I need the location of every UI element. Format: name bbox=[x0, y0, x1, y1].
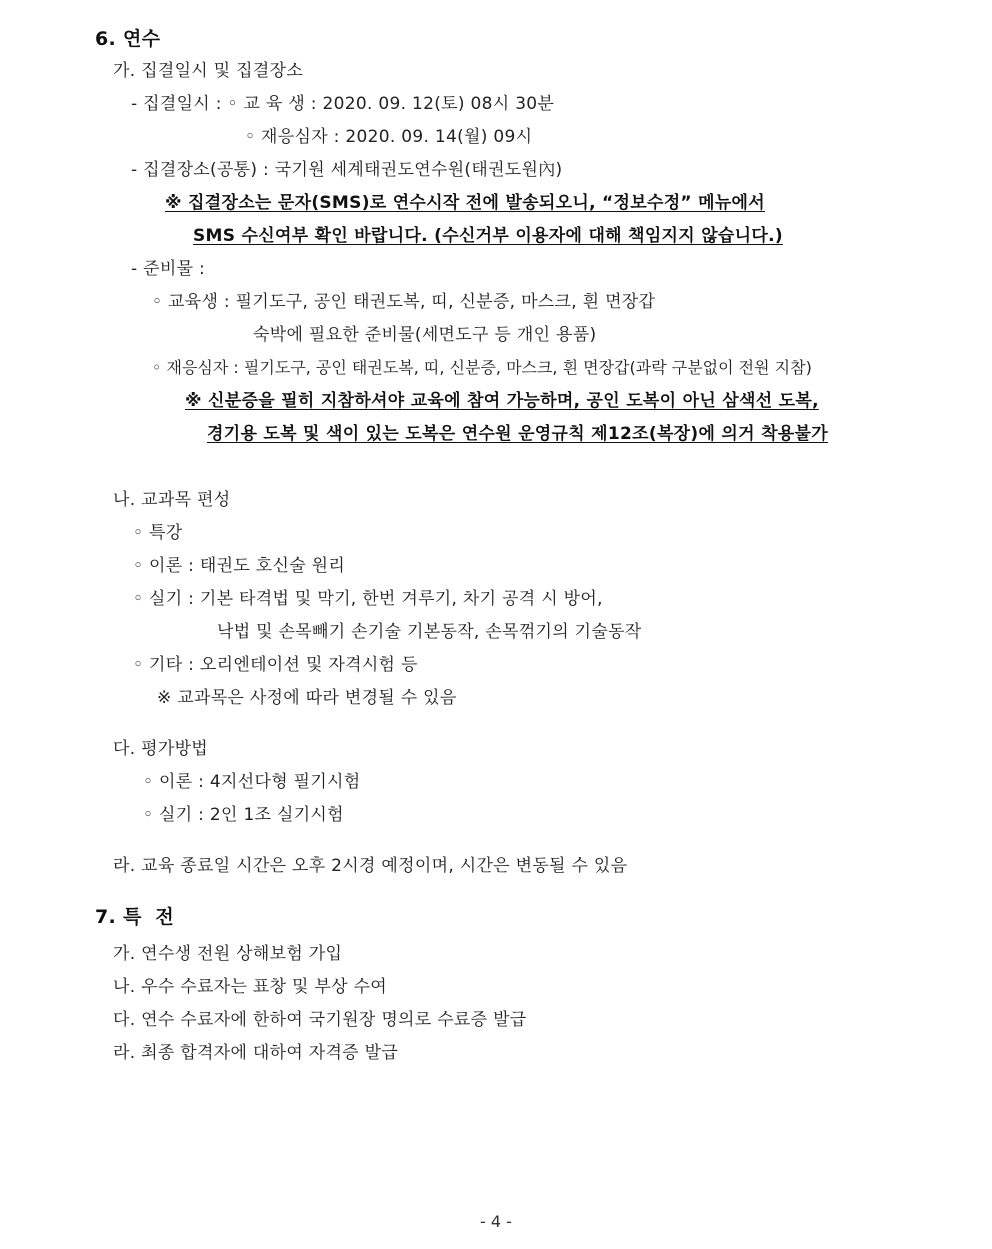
page-number: - 4 - bbox=[480, 1212, 512, 1231]
benefit-insurance: 가. 연수생 전원 상해보험 가입 bbox=[113, 944, 343, 964]
item-ga-heading: 가. 집결일시 및 집결장소 bbox=[113, 61, 304, 81]
sms-notice-line1: ※ 집결장소는 문자(SMS)로 연수시작 전에 발송되오니, “정보수정” 메뉴에서 bbox=[165, 193, 765, 213]
gathering-time-trainee: - 집결일시 : ◦ 교 육 생 : 2020. 09. 12(토) 08시 30분 bbox=[131, 94, 555, 114]
sms-notice-line2: SMS 수신여부 확인 바랍니다. (수신거부 이용자에 대해 책임지지 않습니다.) bbox=[193, 226, 783, 246]
preparation-trainee-line1: ◦ 교육생 : 필기도구, 공인 태권도복, 띠, 신분증, 마스크, 흰 면장갑 bbox=[152, 292, 656, 312]
curriculum-special: ◦ 특강 bbox=[133, 523, 183, 543]
id-notice-line1: ※ 신분증을 필히 지참하셔야 교육에 참여 가능하며, 공인 도복이 아닌 삼색선 도복, bbox=[185, 391, 819, 411]
item-na-heading: 나. 교과목 편성 bbox=[113, 490, 231, 510]
gathering-place: - 집결장소(공통) : 국기원 세계태권도연수원(태권도원內) bbox=[131, 160, 563, 180]
curriculum-note: ※ 교과목은 사정에 따라 변경될 수 있음 bbox=[157, 688, 457, 708]
curriculum-practice-line2: 낙법 및 손목빼기 손기술 기본동작, 손목꺾기의 기술동작 bbox=[217, 622, 642, 642]
curriculum-practice-line1: ◦ 실기 : 기본 타격법 및 막기, 한번 겨루기, 차기 공격 시 방어, bbox=[133, 589, 603, 609]
preparation-retake: ◦ 재응심자 : 필기도구, 공인 태권도복, 띠, 신분증, 마스크, 흰 면장갑(과락 구분없이 전원 지참) bbox=[152, 358, 812, 377]
curriculum-etc: ◦ 기타 : 오리엔테이션 및 자격시험 등 bbox=[133, 655, 418, 675]
gathering-time-retake: ◦ 재응심자 : 2020. 09. 14(월) 09시 bbox=[245, 127, 533, 147]
preparation-heading: - 준비물 : bbox=[131, 259, 206, 279]
section-6-heading: 6. 연수 bbox=[95, 28, 161, 50]
item-ra-end-time: 라. 교육 종료일 시간은 오후 2시경 예정이며, 시간은 변동될 수 있음 bbox=[113, 856, 628, 876]
benefit-license: 라. 최종 합격자에 대하여 자격증 발급 bbox=[113, 1043, 399, 1063]
id-notice-line2: 경기용 도복 및 색이 있는 도복은 연수원 운영규칙 제12조(복장)에 의거 착용불가 bbox=[207, 424, 828, 444]
evaluation-practice: ◦ 실기 : 2인 1조 실기시험 bbox=[143, 805, 344, 825]
section-7-heading: 7. 특 전 bbox=[95, 906, 175, 928]
benefit-award: 나. 우수 수료자는 표창 및 부상 수여 bbox=[113, 977, 388, 997]
curriculum-theory: ◦ 이론 : 태권도 호신술 원리 bbox=[133, 556, 346, 576]
item-da-heading: 다. 평가방법 bbox=[113, 739, 209, 759]
evaluation-theory: ◦ 이론 : 4지선다형 필기시험 bbox=[143, 772, 361, 792]
preparation-trainee-line2: 숙박에 필요한 준비물(세면도구 등 개인 용품) bbox=[253, 325, 597, 345]
benefit-certificate: 다. 연수 수료자에 한하여 국기원장 명의로 수료증 발급 bbox=[113, 1010, 527, 1030]
